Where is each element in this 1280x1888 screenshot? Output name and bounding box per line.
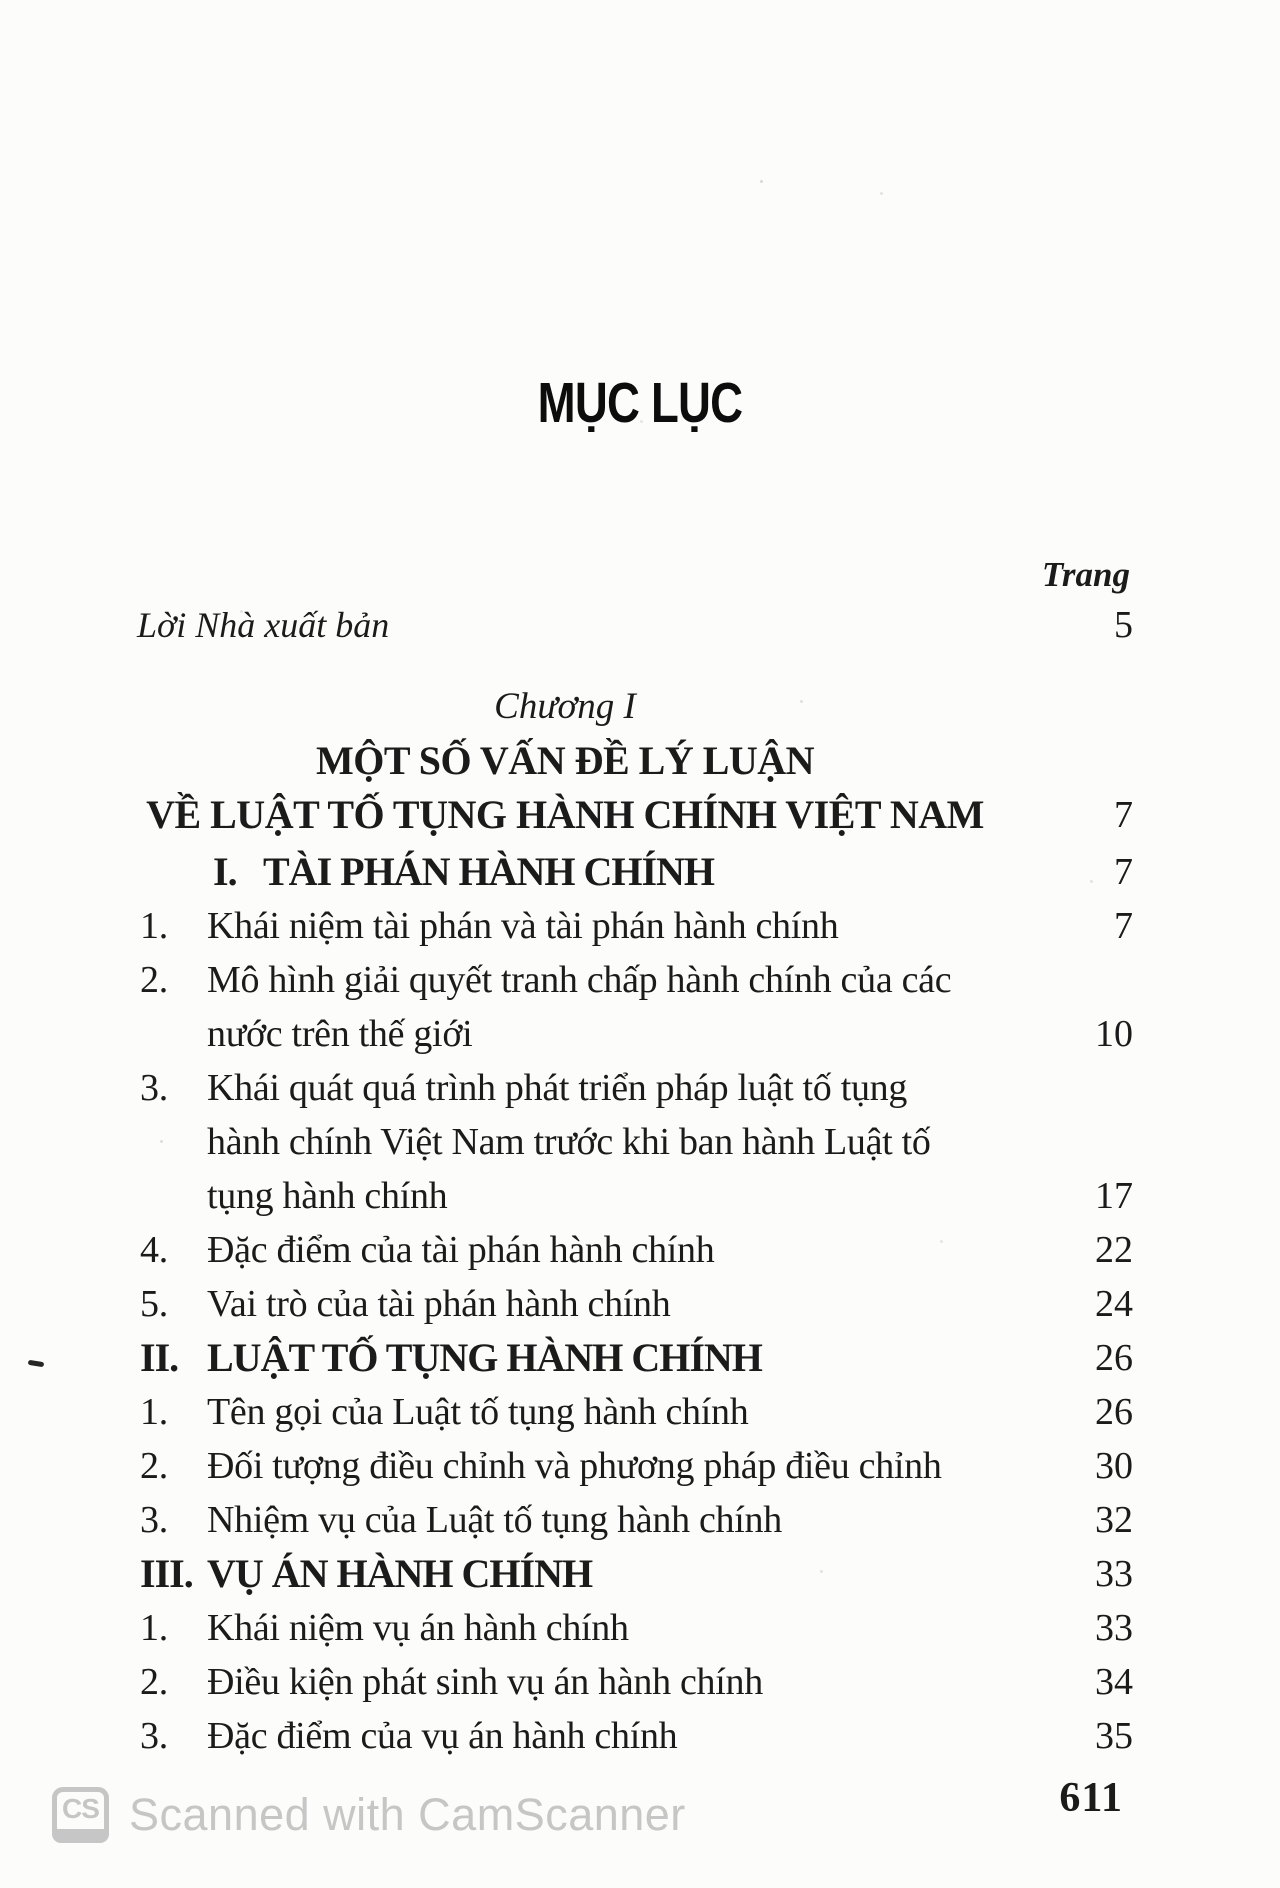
camscanner-logo [52,1787,109,1843]
toc-entry-marker: 2. [140,1445,168,1487]
toc-entry-line: nước trên thế giới [207,1013,473,1055]
camscanner-label: Scanned with CamScanner [129,1789,686,1840]
toc-entry-marker: 4. [140,1229,168,1271]
page-column-header: Trang [1041,555,1130,594]
toc-entry-text [207,1709,1063,1763]
chapter-kicker-row [140,680,1133,734]
toc-entry-marker: 2. [140,1661,168,1703]
toc-entry [140,1277,1133,1331]
chapter-page: 7 [1114,794,1133,836]
camscanner-logo-text: CS [62,1793,99,1824]
toc-entry-line: LUẬT TỐ TỤNG HÀNH CHÍNH [207,1335,762,1380]
toc-entry [140,845,1133,899]
book-page-number: 611 [1059,1775,1123,1821]
toc-entry-text [263,845,1063,899]
toc-entry-text [207,1385,1063,1439]
toc-entry [140,1709,1133,1763]
toc-entry-marker: 3. [140,1499,168,1541]
toc-entry [140,1223,1133,1277]
toc-entry-text [207,1223,1063,1277]
toc-entry-line: TÀI PHÁN HÀNH CHÍNH [263,849,715,894]
toc-entry-marker: 5. [140,1283,168,1325]
toc-entry-page: 33 [1095,1607,1133,1649]
toc-entry-page: 26 [1095,1391,1133,1433]
toc-entries [140,845,1133,1763]
toc-entry-line: tụng hành chính [207,1175,448,1217]
toc-entry-line: Tên gọi của Luật tố tụng hành chính [207,1391,749,1433]
toc-entry-line: Nhiệm vụ của Luật tố tụng hành chính [207,1499,782,1541]
toc-entry-text [207,1547,1063,1601]
toc-entry-text [207,1601,1063,1655]
chapter-kicker: Chương I [494,686,636,727]
toc-entry-marker: 2. [140,959,168,1001]
toc-entry-line: Đối tượng điều chỉnh và phương pháp điều chỉnh [207,1445,942,1487]
toc-entry-text [207,953,1063,1061]
toc-entry [140,1655,1133,1709]
camscanner-logo-band [52,1829,109,1843]
toc-entry-text [207,1655,1063,1709]
chapter-title-line2: VỀ LUẬT TỐ TỤNG HÀNH CHÍNH VIỆT NAM [146,792,984,837]
toc-entry-line: Khái niệm vụ án hành chính [207,1607,629,1649]
toc-entry [140,1061,1133,1223]
front-matter-row [137,598,1133,652]
toc-entry-page: 26 [1095,1337,1133,1379]
toc-entry-text [207,1493,1063,1547]
toc-entry-page: 34 [1095,1661,1133,1703]
toc-entry [140,1601,1133,1655]
toc-entry-page: 33 [1095,1553,1133,1595]
scan-artifact-mark [28,1360,45,1367]
toc-entry-page: 35 [1095,1715,1133,1757]
toc-entry-marker: 1. [140,905,168,947]
chapter-block [140,680,1133,842]
toc-entry-line: Khái niệm tài phán và tài phán hành chính [207,905,839,947]
toc-entry-line: Đặc điểm của tài phán hành chính [207,1229,715,1271]
toc-entry-marker: 1. [140,1391,168,1433]
toc-entry-page: 22 [1095,1229,1133,1271]
front-matter-label: Lời Nhà xuất bản [137,605,390,645]
toc-entry [140,899,1133,953]
toc-entry [140,1547,1133,1601]
chapter-title-row-1 [140,734,1133,788]
camscanner-watermark [52,1786,686,1844]
toc-entry-line: hành chính Việt Nam trước khi ban hành Luật tố [207,1121,931,1163]
toc-entry [140,1439,1133,1493]
chapter-title-line1: MỘT SỐ VẤN ĐỀ LÝ LUẬN [315,738,815,783]
toc-entry-text [207,1277,1063,1331]
toc-entry-marker: 3. [140,1715,168,1757]
toc-entry-line: Điều kiện phát sinh vụ án hành chính [207,1661,763,1703]
toc-entry-text [207,1439,1063,1493]
page-title: MỤC LỤC [537,371,743,435]
toc-entry [140,1385,1133,1439]
toc-entry [140,1493,1133,1547]
toc-entry [140,1331,1133,1385]
toc-entry [140,953,1133,1061]
toc-entry-page: 17 [1095,1175,1133,1217]
toc-entry-text [207,1331,1063,1385]
toc-entry-marker: 1. [140,1607,168,1649]
toc-entry-line: Vai trò của tài phán hành chính [207,1283,671,1325]
toc-entry-line: VỤ ÁN HÀNH CHÍNH [207,1551,593,1596]
toc-entry-page: 24 [1095,1283,1133,1325]
toc-entry-page: 7 [1114,905,1133,947]
toc-entry-marker: 3. [140,1067,168,1109]
toc-entry-marker: II. [140,1335,179,1380]
toc-entry-line: Mô hình giải quyết tranh chấp hành chính của các [207,959,952,1001]
toc-entry-marker: I. [213,849,237,894]
toc-entry-line: Khái quát quá trình phát triển pháp luật tố tụng [207,1067,908,1109]
toc-entry-text [207,1061,1063,1223]
toc-entry-marker: III. [140,1551,193,1596]
toc-entry-page: 30 [1095,1445,1133,1487]
toc-entry-line: Đặc điểm của vụ án hành chính [207,1715,678,1757]
toc-entry-page: 32 [1095,1499,1133,1541]
front-matter-page: 5 [1114,604,1133,646]
chapter-title-row-2 [140,788,1133,842]
toc-entry-page: 10 [1095,1013,1133,1055]
toc-entry-text [207,899,1063,953]
toc-entry-page: 7 [1114,851,1133,893]
